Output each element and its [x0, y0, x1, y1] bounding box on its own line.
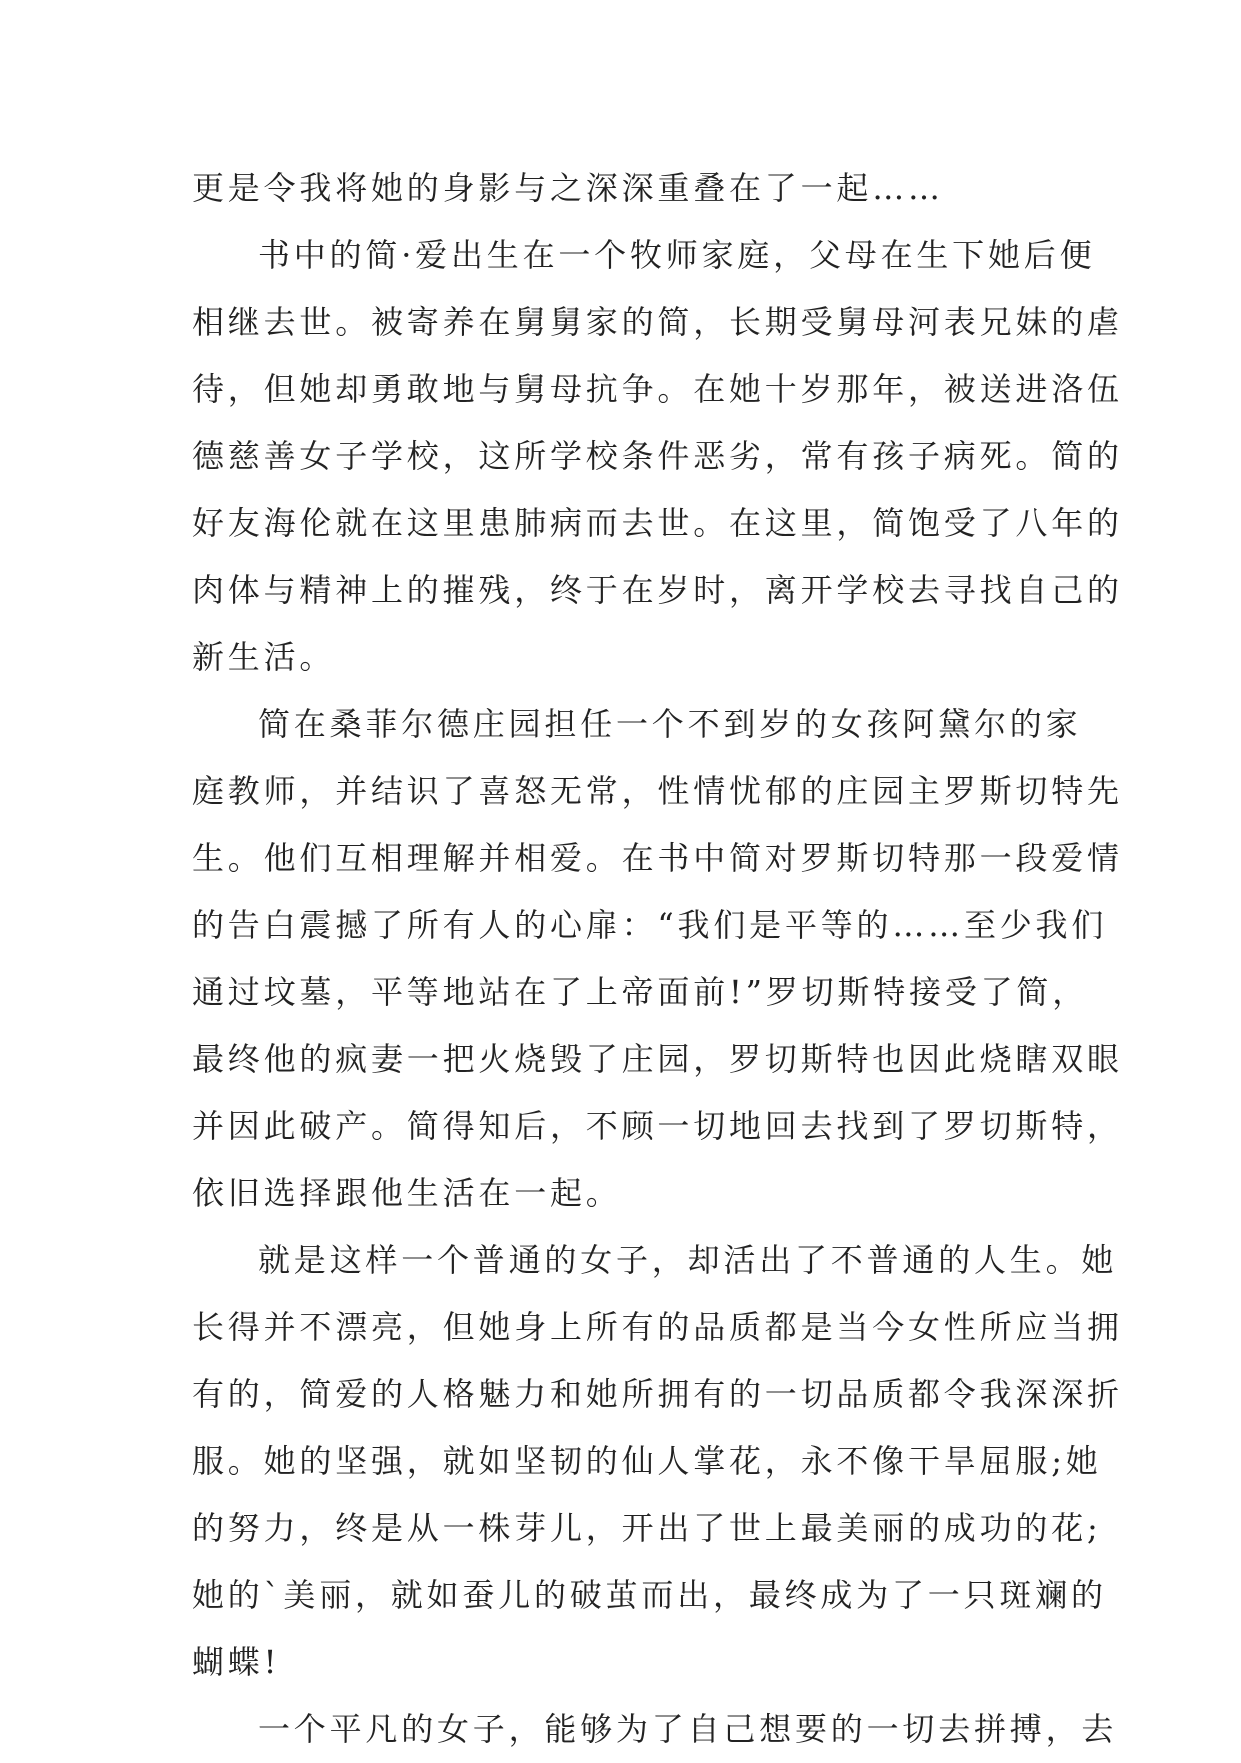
- text-line: 的告白震撼了所有人的心扉：“我们是平等的……至少我们: [192, 906, 1108, 944]
- text-line: 她的`美丽，就如蚕儿的破茧而出，最终成为了一只斑斓的: [192, 1576, 1107, 1614]
- text-line: 通过坟墓，平等地站在了上帝面前!”罗切斯特接受了简，: [192, 973, 1089, 1011]
- text-line: 就是这样一个普通的女子，却活出了不普通的人生。她: [258, 1241, 1118, 1279]
- text-line: 有的，简爱的人格魅力和她所拥有的一切品质都令我深深折: [192, 1375, 1123, 1413]
- text-line: 好友海伦就在这里患肺病而去世。在这里，简饱受了八年的: [192, 504, 1123, 542]
- text-line: 依旧选择跟他生活在一起。: [192, 1174, 622, 1212]
- text-line: 新生活。: [192, 638, 336, 676]
- text-line: 肉体与精神上的摧残，终于在岁时，离开学校去寻找自己的: [192, 571, 1123, 609]
- text-line: 生。他们互相理解并相爱。在书中简对罗斯切特那一段爱情: [192, 839, 1123, 877]
- text-line: 的努力，终是从一株芽儿，开出了世上最美丽的成功的花;: [192, 1509, 1102, 1547]
- text-line: 一个平凡的女子，能够为了自己想要的一切去拼搏，去: [258, 1710, 1118, 1748]
- text-line: 更是令我将她的身影与之深深重叠在了一起……: [192, 169, 944, 207]
- text-line: 待，但她却勇敢地与舅母抗争。在她十岁那年，被送进洛伍: [192, 370, 1123, 408]
- text-line: 书中的简·爱出生在一个牧师家庭，父母在生下她后便: [258, 236, 1096, 274]
- text-line: 德慈善女子学校，这所学校条件恶劣，常有孩子病死。简的: [192, 437, 1123, 475]
- text-line: 并因此破产。简得知后，不顾一切地回去找到了罗切斯特，: [192, 1107, 1123, 1145]
- text-line: 庭教师，并结识了喜怒无常，性情忧郁的庄园主罗斯切特先: [192, 772, 1123, 810]
- text-line: 蝴蝶!: [192, 1643, 281, 1681]
- text-line: 服。她的坚强，就如坚韧的仙人掌花，永不像干旱屈服;她: [192, 1442, 1102, 1480]
- text-line: 长得并不漂亮，但她身上所有的品质都是当今女性所应当拥: [192, 1308, 1123, 1346]
- body-text: [192, 155, 1123, 1763]
- text-line: 最终他的疯妻一把火烧毁了庄园，罗切斯特也因此烧瞎双眼: [192, 1040, 1123, 1078]
- text-line: 简在桑菲尔德庄园担任一个不到岁的女孩阿黛尔的家: [258, 705, 1082, 743]
- text-line: 相继去世。被寄养在舅舅家的简，长期受舅母河表兄妹的虐: [192, 303, 1123, 341]
